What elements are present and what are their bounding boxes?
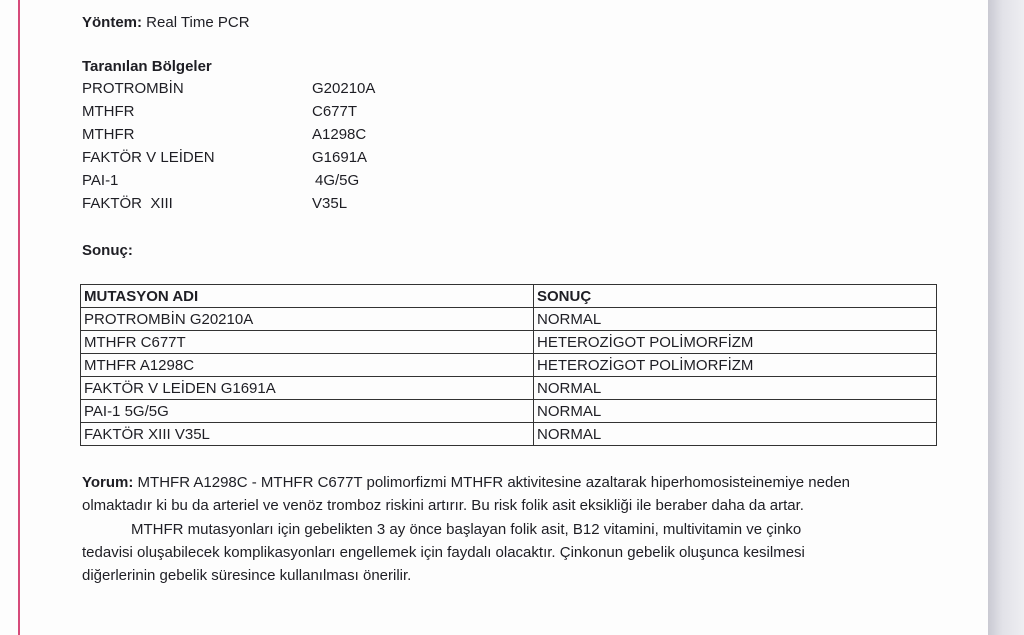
table-row — [81, 308, 937, 331]
comment-line: diğerlerinin gebelik süresince kullanılması önerilir. — [82, 567, 412, 584]
table-row — [81, 331, 937, 354]
method-line — [82, 14, 250, 31]
mutation-cell: FAKTÖR XIII V35L — [81, 423, 534, 446]
region-gene: MTHFR — [82, 103, 135, 120]
result-cell: NORMAL — [534, 308, 937, 331]
region-gene: MTHFR — [82, 126, 135, 143]
table-row — [81, 400, 937, 423]
region-variant: 4G/5G — [315, 172, 360, 189]
comment-line: tedavisi oluşabilecek komplikasyonları engellemek için faydalı olacaktır. Çinkonun gebelik oluşunca kesilmesi — [82, 544, 805, 561]
result-cell: NORMAL — [534, 377, 937, 400]
mutation-cell: FAKTÖR V LEİDEN G1691A — [81, 377, 534, 400]
result-cell: HETEROZİGOT POLİMORFİZM — [534, 331, 937, 354]
method-value: Real Time PCR — [146, 14, 250, 31]
region-variant: G1691A — [312, 149, 368, 166]
comment-label: Yorum: — [82, 474, 134, 491]
column-header-mutation: MUTASYON ADI — [81, 285, 534, 308]
region-variant: A1298C — [312, 126, 367, 143]
region-gene: FAKTÖR XIII — [82, 195, 173, 212]
method-label: Yöntem: — [82, 14, 142, 31]
comment-line — [82, 472, 850, 494]
result-cell: NORMAL — [534, 423, 937, 446]
comment-line: MTHFR mutasyonları için gebelikten 3 ay önce başlayan folik asit, B12 vitamini, multivitamin ve çinko — [131, 521, 802, 538]
result-heading: Sonuç: — [82, 242, 133, 259]
region-variant: C677T — [312, 103, 358, 120]
page-edge-shadow — [988, 0, 1024, 635]
region-gene: PROTROMBİN — [82, 80, 184, 97]
table-row — [81, 423, 937, 446]
table-row — [81, 377, 937, 400]
margin-rule — [18, 0, 20, 635]
region-variant: G20210A — [312, 80, 376, 97]
region-gene: PAI-1 — [82, 172, 119, 189]
mutation-result-table — [80, 284, 937, 446]
comment-text: MTHFR A1298C - MTHFR C677T polimorfizmi MTHFR aktivitesine azaltarak hiperhomosisteinemiye neden — [133, 474, 851, 491]
table-row — [81, 354, 937, 377]
result-cell: HETEROZİGOT POLİMORFİZM — [534, 354, 937, 377]
scanned-regions-heading: Taranılan Bölgeler — [82, 58, 212, 75]
mutation-cell: PAI-1 5G/5G — [81, 400, 534, 423]
mutation-cell: MTHFR C677T — [81, 331, 534, 354]
region-variant: V35L — [312, 195, 348, 212]
table-header-row — [81, 285, 937, 308]
result-cell: NORMAL — [534, 400, 937, 423]
comment-line: olmaktadır ki bu da arteriel ve venöz tromboz riskini artırır. Bu risk folik asit eksikliği ile beraber daha da artar. — [82, 497, 804, 514]
region-gene: FAKTÖR V LEİDEN — [82, 149, 215, 166]
mutation-cell: MTHFR A1298C — [81, 354, 534, 377]
mutation-cell: PROTROMBİN G20210A — [81, 308, 534, 331]
column-header-result: SONUÇ — [534, 285, 937, 308]
